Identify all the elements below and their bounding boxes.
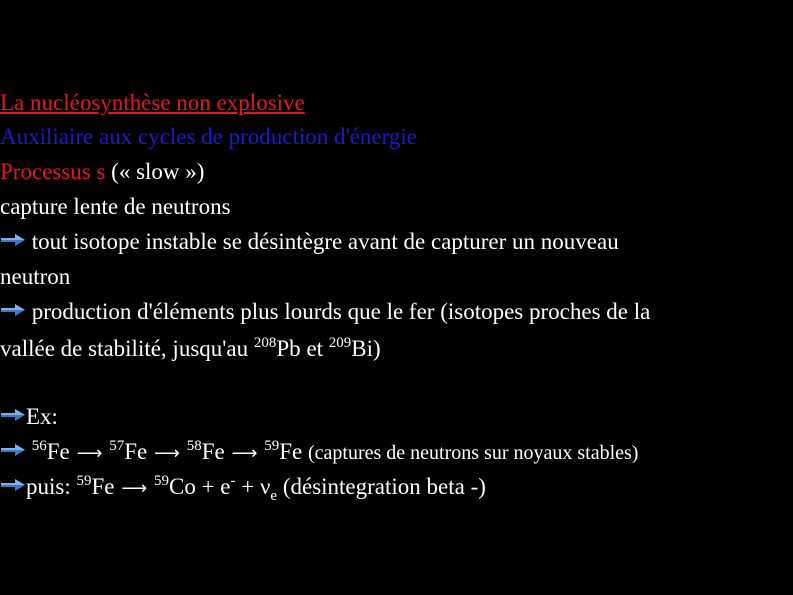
bi-symbol: Bi	[351, 336, 374, 361]
fe59-symbol: Fe	[279, 439, 303, 464]
fe58-mass: 58	[186, 438, 202, 454]
fe56-mass: 56	[31, 438, 47, 454]
decay-equation	[0, 474, 486, 502]
plus-sign: +	[235, 474, 260, 499]
blue-arrow-icon	[0, 303, 26, 317]
fe58-symbol: Fe	[201, 439, 225, 464]
fe57-mass: 57	[109, 438, 125, 454]
blue-arrow-icon	[0, 408, 26, 422]
electron-term: + e	[195, 474, 231, 499]
slide-subtitle: Auxiliaire aux cycles de production d'énergie	[0, 124, 417, 149]
reaction-arrow-icon: ⟶	[121, 478, 148, 499]
capture-chain	[0, 439, 638, 467]
decay-note: (désintegration beta -)	[277, 474, 486, 499]
process-label: Processus s	[0, 159, 106, 184]
process-note: (« slow »)	[105, 159, 205, 184]
bullet-1	[0, 229, 619, 255]
fe59-decay-symbol: Fe	[91, 474, 115, 499]
example-heading	[0, 404, 58, 430]
bi-mass-number: 209	[328, 335, 352, 351]
neutrino-subscript: e	[270, 488, 278, 504]
pb-mass-number: 208	[253, 335, 277, 351]
and-text: et	[300, 336, 329, 361]
bi-suffix: )	[373, 336, 381, 361]
fe56-symbol: Fe	[46, 439, 70, 464]
bullet-1-text: tout isotope instable se désintègre avant de capturer un nouveau	[26, 229, 619, 254]
electron-charge: -	[230, 473, 236, 489]
capture-note: (captures de neutrons sur noyaux stables)	[308, 442, 639, 464]
co59-mass: 59	[153, 473, 169, 489]
co59-symbol: Co	[168, 474, 196, 499]
bullet-2-prefix: vallée de stabilité, jusqu'au	[0, 336, 254, 361]
reaction-arrow-icon: ⟶	[231, 443, 258, 464]
definition-text: capture lente de neutrons	[0, 194, 231, 219]
fe59-decay-mass: 59	[76, 473, 92, 489]
bullet-1-continuation: neutron	[0, 264, 71, 289]
fe59-mass: 59	[264, 438, 280, 454]
reaction-arrow-icon: ⟶	[76, 443, 103, 464]
neutrino-symbol: ν	[260, 474, 271, 499]
fe57-symbol: Fe	[124, 439, 148, 464]
decay-prefix: puis:	[26, 474, 77, 499]
blue-arrow-icon	[0, 478, 26, 492]
blue-arrow-icon	[0, 443, 26, 457]
blue-arrow-icon	[0, 233, 26, 247]
pb-symbol: Pb	[276, 336, 301, 361]
bullet-2	[0, 299, 650, 325]
reaction-arrow-icon: ⟶	[154, 443, 180, 464]
example-label: Ex:	[26, 404, 58, 429]
slide-title: La nucléosynthèse non explosive	[0, 90, 305, 115]
bullet-2-continuation	[0, 336, 381, 362]
bullet-2-text: production d'éléments plus lourds que le fer (isotopes proches de la	[26, 299, 651, 324]
process-heading	[0, 159, 204, 185]
